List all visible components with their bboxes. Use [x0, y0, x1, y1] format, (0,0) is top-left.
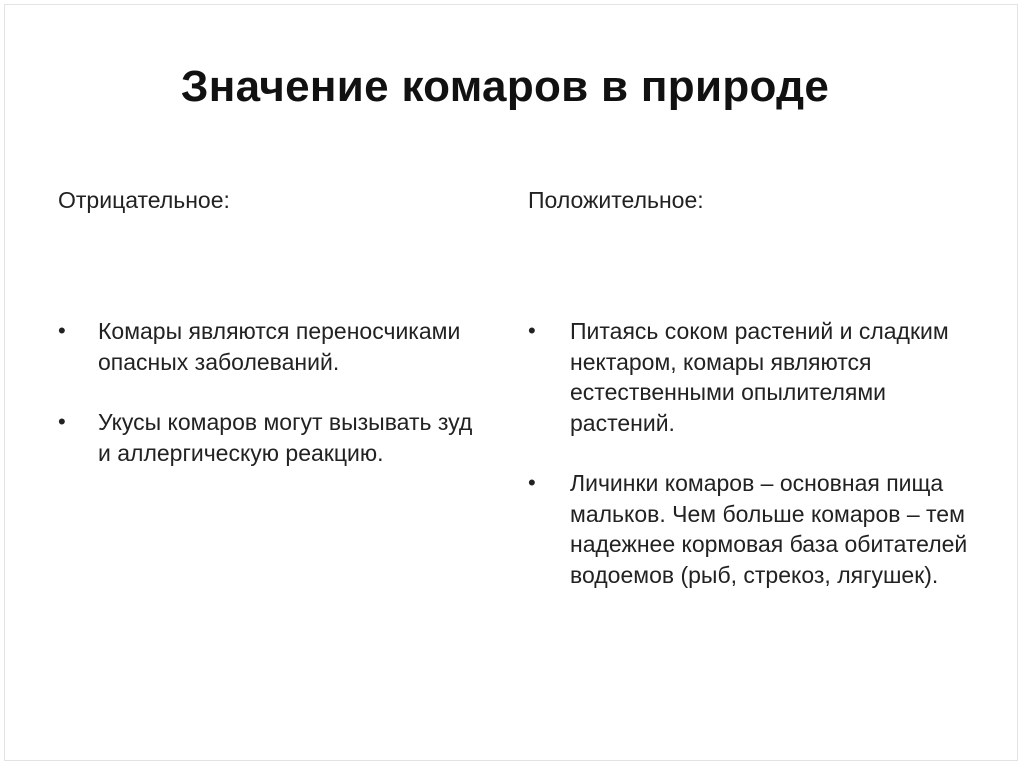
positive-list — [528, 316, 988, 590]
list-item-text: Комары являются переносчиками опасных заболеваний. — [98, 318, 461, 375]
bullet-icon: • — [58, 318, 66, 343]
positive-heading: Положительное: — [528, 187, 704, 213]
positive-column — [528, 186, 988, 620]
bullet-icon: • — [58, 409, 66, 434]
list-item — [58, 407, 478, 468]
bullet-icon: • — [528, 318, 536, 343]
negative-list — [58, 316, 478, 468]
list-item-text: Личинки комаров – основная пища мальков. Чем больше комаров – тем надежнее кормовая база обитателей водоемов (рыб, стрекоз, лягушек). — [570, 470, 968, 588]
list-item — [528, 316, 988, 438]
slide-title: Значение комаров в природе — [180, 62, 830, 111]
list-item — [58, 316, 478, 377]
list-item-text: Укусы комаров могут вызывать зуд и аллергическую реакцию. — [98, 409, 473, 466]
bullet-icon: • — [528, 470, 536, 495]
negative-heading: Отрицательное: — [58, 187, 230, 213]
negative-column — [58, 186, 478, 498]
list-item-text: Питаясь соком растений и сладким нектаром, комары являются естественными опылителями растений. — [570, 318, 949, 436]
list-item — [528, 468, 988, 590]
